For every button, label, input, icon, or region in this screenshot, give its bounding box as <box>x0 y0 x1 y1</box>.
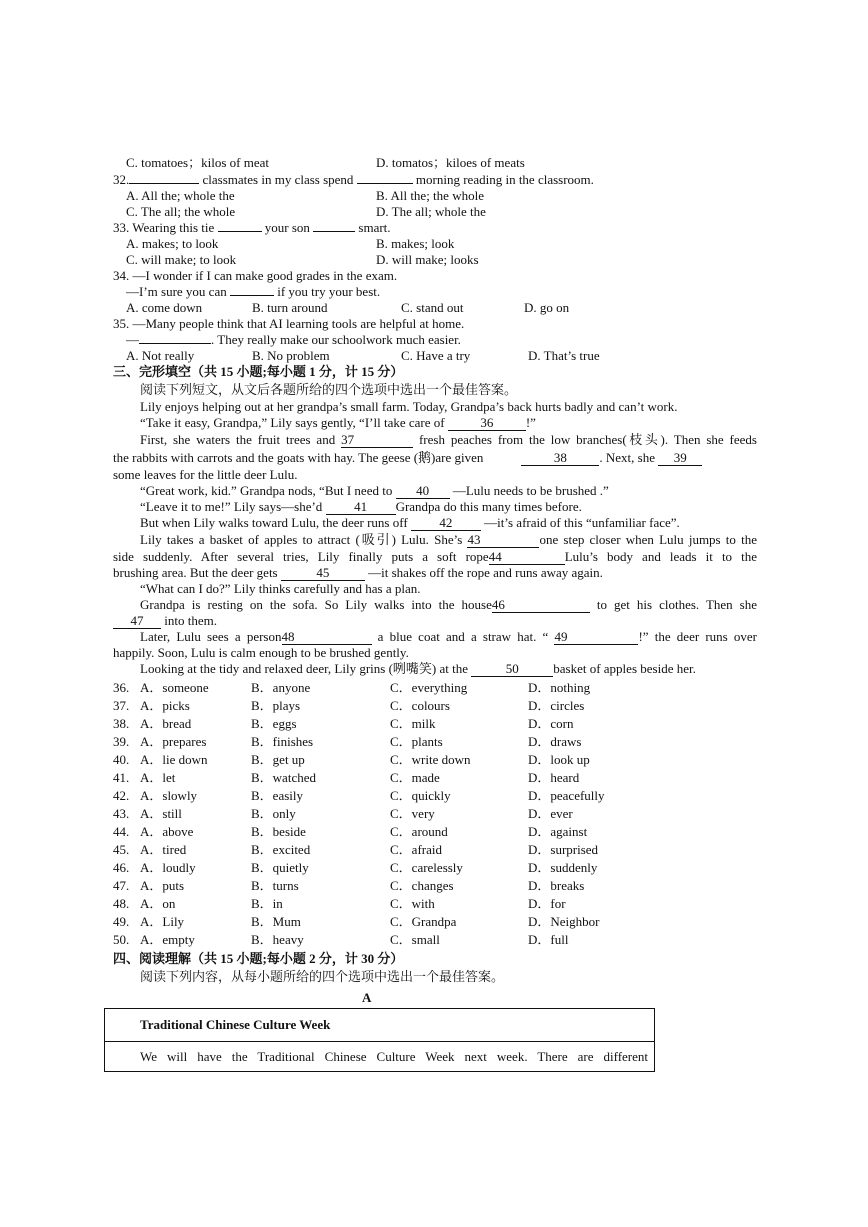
cloze-paragraph: side suddenly. After several tries, Lily finally puts a soft rope44 Lulu’s body and leads it to the <box>113 549 757 564</box>
q32-option-a: A. All the; whole the <box>126 188 235 203</box>
answer-option[interactable]: C．colours <box>390 698 450 713</box>
reading-box <box>104 1008 655 1072</box>
reading-instruction: 阅读下列内容，从每小题所给的四个选项中选出一个最佳答案。 <box>140 969 505 984</box>
cloze-paragraph: brushing area. But the deer gets 45 —it shakes off the rope and runs away again. <box>113 565 603 580</box>
answer-option[interactable]: B．watched <box>251 770 316 785</box>
blank <box>313 231 355 232</box>
option-number: 44. <box>113 824 130 839</box>
answer-option[interactable]: D．nothing <box>528 680 591 695</box>
cloze-blank-40[interactable]: 40 <box>396 484 450 499</box>
q32-option-d: D. The all; whole the <box>376 204 486 219</box>
q31-option-c: C. tomatoes；kilos of meat <box>126 155 269 170</box>
q34-option-d: D. go on <box>524 300 570 315</box>
option-number: 46. <box>113 860 130 875</box>
section-label: A <box>362 990 372 1005</box>
answer-option[interactable]: D．circles <box>528 698 585 713</box>
answer-option[interactable]: D．against <box>528 824 588 839</box>
cloze-blank-47[interactable]: 47 <box>113 614 161 629</box>
answer-option[interactable]: C．Grandpa <box>390 914 457 929</box>
answer-option[interactable]: B．in <box>251 896 283 911</box>
answer-option[interactable]: C．milk <box>390 716 436 731</box>
answer-option[interactable]: B．turns <box>251 878 299 893</box>
cloze-blank-50[interactable]: 50 <box>471 662 553 677</box>
cloze-paragraph: “Leave it to me!” Lily says—she’d 41 Grandpa do this many times before. <box>140 499 582 514</box>
q33-option-b: B. makes; look <box>376 236 455 251</box>
q35-option-b: B. No problem <box>252 348 330 363</box>
cloze-paragraph: But when Lily walks toward Lulu, the deer runs off 42 —it’s afraid of this “unfamiliar face”. <box>140 515 680 530</box>
cloze-blank-38[interactable]: 38 <box>521 451 599 466</box>
answer-option[interactable]: A．lie down <box>140 752 208 767</box>
box-text: We will have the Traditional Chinese Culture Week next week. There are different <box>140 1049 648 1064</box>
q35-option-c: C. Have a try <box>401 348 471 363</box>
cloze-paragraph: Lily enjoys helping out at her grandpa’s small farm. Today, Grandpa’s back hurts badly and can’t work. <box>140 399 678 414</box>
cloze-paragraph: “What can I do?” Lily thinks carefully and has a plan. <box>140 581 421 596</box>
q35-option-d: D. That’s true <box>528 348 600 363</box>
option-number: 38. <box>113 716 130 731</box>
q31-option-d: D. tomatos；kiloes of meats <box>376 155 525 170</box>
answer-option[interactable]: B．excited <box>251 842 311 857</box>
answer-option[interactable]: A．someone <box>140 680 209 695</box>
answer-option[interactable]: C．very <box>390 806 435 821</box>
answer-option[interactable]: D．look up <box>528 752 590 767</box>
answer-option[interactable]: A．prepares <box>140 734 207 749</box>
answer-option[interactable]: B．beside <box>251 824 306 839</box>
answer-option[interactable]: C．carelessly <box>390 860 463 875</box>
answer-option[interactable]: C．everything <box>390 680 468 695</box>
answer-option[interactable]: C．afraid <box>390 842 442 857</box>
option-number: 50. <box>113 932 130 947</box>
answer-option[interactable]: D．surprised <box>528 842 599 857</box>
answer-option[interactable]: C．made <box>390 770 440 785</box>
answer-option[interactable]: C．plants <box>390 734 443 749</box>
answer-option[interactable]: A．puts <box>140 878 185 893</box>
question-34: 34. —I wonder if I can make good grades in the exam. <box>113 268 398 283</box>
q34-option-c: C. stand out <box>401 300 464 315</box>
option-number: 43. <box>113 806 130 821</box>
cloze-paragraph: some leaves for the little deer Lulu. <box>113 467 298 482</box>
answer-option[interactable]: C．changes <box>390 878 454 893</box>
cloze-blank-39[interactable]: 39 <box>658 451 702 466</box>
cloze-blank-45[interactable]: 45 <box>281 566 365 581</box>
cloze-blank-49[interactable]: 49 <box>554 630 638 645</box>
blank <box>230 295 274 296</box>
answer-option[interactable]: A．above <box>140 824 194 839</box>
option-number: 40. <box>113 752 130 767</box>
q33-option-c: C. will make; to look <box>126 252 237 267</box>
cloze-heading: 三、完形填空（共 15 小题;每小题 1 分，计 15 分） <box>113 364 404 379</box>
answer-option[interactable]: D．for <box>528 896 566 911</box>
answer-option[interactable]: C．with <box>390 896 435 911</box>
question-35: 35. —Many people think that AI learning tools are helpful at home. <box>113 316 465 331</box>
cloze-paragraph: First, she waters the fruit trees and 37 fresh peaches from the low branches(枝头). Then she feeds <box>140 432 757 447</box>
cloze-blank-44[interactable]: 44 <box>489 550 565 565</box>
cloze-paragraph: Grandpa is resting on the sofa. So Lily walks into the house46 to get his clothes. Then she <box>140 597 757 612</box>
question-33: 33. Wearing this tie your son smart. <box>113 220 391 235</box>
option-number: 39. <box>113 734 130 749</box>
question-34-reply: —I’m sure you can if you try your best. <box>126 284 381 299</box>
blank <box>357 183 413 184</box>
answer-option[interactable]: B．only <box>251 806 296 821</box>
option-number: 48. <box>113 896 130 911</box>
blank <box>218 231 262 232</box>
answer-option[interactable]: B．quietly <box>251 860 309 875</box>
cloze-blank-46[interactable]: 46 <box>492 598 590 613</box>
q35-option-a: A. Not really <box>126 348 195 363</box>
option-number: 41. <box>113 770 130 785</box>
cloze-instruction: 阅读下列短文，从文后各题所给的四个选项中选出一个最佳答案。 <box>140 382 518 397</box>
answer-option[interactable]: D．corn <box>528 716 574 731</box>
answer-option[interactable]: B．eggs <box>251 716 297 731</box>
answer-option[interactable]: C．around <box>390 824 448 839</box>
option-number: 42. <box>113 788 130 803</box>
answer-option[interactable]: A．empty <box>140 932 195 947</box>
cloze-blank-41[interactable]: 41 <box>326 500 396 515</box>
answer-option[interactable]: D．draws <box>528 734 582 749</box>
answer-option[interactable]: B．plays <box>251 698 301 713</box>
answer-option[interactable]: A．tired <box>140 842 187 857</box>
cloze-paragraph: Looking at the tidy and relaxed deer, Lily grins (咧嘴笑) at the 50 basket of apples beside her. <box>140 661 696 676</box>
cloze-blank-43[interactable]: 43 <box>467 533 539 548</box>
option-number: 37. <box>113 698 130 713</box>
box-title: Traditional Chinese Culture Week <box>140 1017 331 1032</box>
cloze-blank-48[interactable]: 48 <box>282 630 372 645</box>
answer-option[interactable]: B．anyone <box>251 680 311 695</box>
answer-option[interactable]: C．small <box>390 932 440 947</box>
q32-option-c: C. The all; the whole <box>126 204 236 219</box>
answer-option[interactable]: D．breaks <box>528 878 585 893</box>
cloze-blank-36[interactable]: 36 <box>448 416 526 431</box>
cloze-paragraph: Later, Lulu sees a person48 a blue coat and a straw hat. “ 49 !” the deer runs over <box>140 629 758 644</box>
answer-option[interactable]: C．quickly <box>390 788 451 803</box>
blank <box>139 343 211 344</box>
option-number: 36. <box>113 680 130 695</box>
answer-option[interactable]: B．finishes <box>251 734 314 749</box>
answer-option[interactable]: A．on <box>140 896 176 911</box>
box-divider <box>105 1041 654 1042</box>
answer-option[interactable]: A．slowly <box>140 788 198 803</box>
answer-option[interactable]: B．easily <box>251 788 303 803</box>
cloze-paragraph: 47 into them. <box>113 613 217 629</box>
answer-option[interactable]: D．full <box>528 932 569 947</box>
cloze-paragraph: Lily takes a basket of apples to attract (吸引) Lulu. She’s 43 one step closer when Lulu jumps to the <box>140 532 757 547</box>
cloze-paragraph: the rabbits with carrots and the goats with hay. The geese (鹅)are given 38 . Next, she 39 <box>113 450 702 466</box>
answer-option[interactable]: A．Lily <box>140 914 185 929</box>
answer-option[interactable]: C．write down <box>390 752 471 767</box>
answer-option[interactable]: B．heavy <box>251 932 304 947</box>
question-32: 32. classmates in my class spend morning reading in the classroom. <box>113 172 594 187</box>
q33-option-d: D. will make; looks <box>376 252 479 267</box>
answer-option[interactable]: D．peacefully <box>528 788 605 803</box>
answer-option[interactable]: B．get up <box>251 752 305 767</box>
blank <box>129 183 199 184</box>
cloze-paragraph: “Great work, kid.” Grandpa nods, “But I need to 40 —Lulu needs to be brushed .” <box>140 483 609 498</box>
answer-option[interactable]: A．bread <box>140 716 192 731</box>
cloze-paragraph: happily. Soon, Lulu is calm enough to be brushed gently. <box>113 645 409 660</box>
reading-heading: 四、阅读理解（共 15 小题;每小题 2 分，计 30 分） <box>113 951 404 966</box>
answer-option[interactable]: D．Neighbor <box>528 914 600 929</box>
answer-option[interactable]: A．loudly <box>140 860 196 875</box>
q33-option-a: A. makes; to look <box>126 236 219 251</box>
cloze-blank-37[interactable]: 37 <box>341 433 413 448</box>
option-number: 49. <box>113 914 130 929</box>
q32-option-b: B. All the; the whole <box>376 188 484 203</box>
question-35-reply: — . They really make our schoolwork much easier. <box>126 332 461 347</box>
answer-option[interactable]: D．ever <box>528 806 573 821</box>
answer-option[interactable]: A．picks <box>140 698 190 713</box>
answer-option[interactable]: D．heard <box>528 770 580 785</box>
answer-option[interactable]: D．suddenly <box>528 860 598 875</box>
answer-option[interactable]: A．let <box>140 770 176 785</box>
cloze-paragraph: “Take it easy, Grandpa,” Lily says gently, “I’ll take care of 36 !” <box>140 415 536 430</box>
q34-option-b: B. turn around <box>252 300 328 315</box>
answer-option[interactable]: A．still <box>140 806 182 821</box>
option-number: 47. <box>113 878 130 893</box>
option-number: 45. <box>113 842 130 857</box>
q34-option-a: A. come down <box>126 300 203 315</box>
answer-option[interactable]: B．Mum <box>251 914 301 929</box>
cloze-blank-42[interactable]: 42 <box>411 516 481 531</box>
